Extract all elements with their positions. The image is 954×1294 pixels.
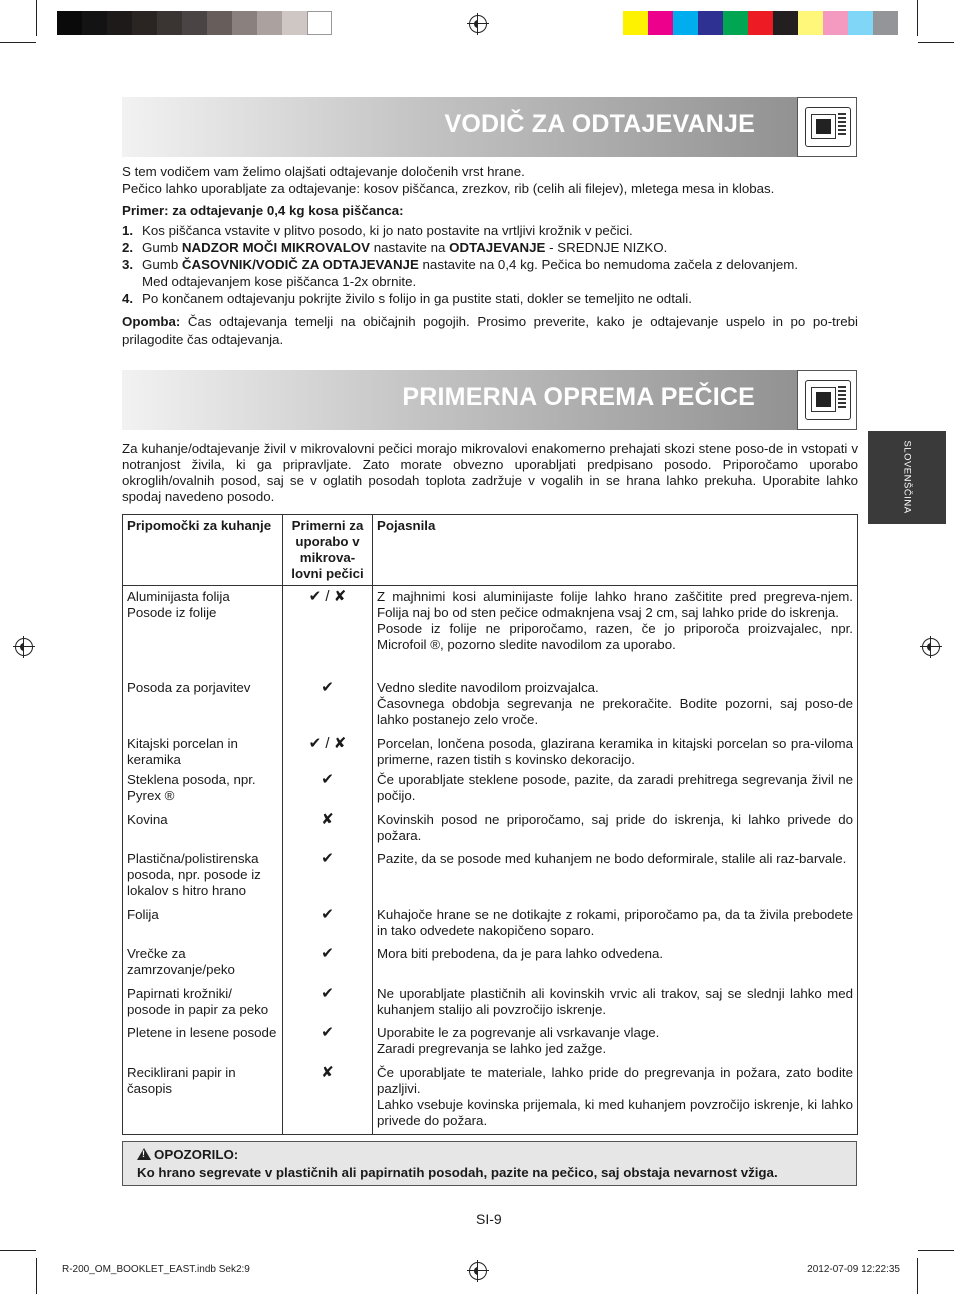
intro-paragraph: Za kuhanje/odtajevanje živil v mikrovalovni pečici morajo mikrovalovi enakomerno prehajati skozi stene poso-de in vstopati v notranjost živila, ki ga pripravljate. Zato morate obvezno uporabljati predpisano posodo. Priporočamo uporabo okroglih/ovalnih posod, saj se v oglatih posodah toplota zadržuje v vogalih in se hrana lahko prekuha. Uporabite lahko spodaj navedeno posodo.: [122, 441, 858, 504]
step-text: nastavite na: [370, 239, 450, 255]
language-label: SLOVENŠČINA: [901, 440, 913, 514]
utensil-cell: [123, 586, 283, 672]
cell-text: Pletene in lesene posode: [127, 1024, 277, 1040]
suitability-cell: [283, 672, 373, 728]
equipment-intro: [122, 441, 858, 505]
suitability-cell: [283, 942, 373, 982]
cell-text: posode in papir za peko: [127, 1001, 269, 1017]
column-header: Pojasnila: [373, 515, 858, 586]
cell-text: Kitajski porcelan in keramika: [127, 735, 238, 767]
example-heading: Primer: za odtajevanje 0,4 kg kosa piščanca:: [122, 203, 404, 218]
suitability-cell: [283, 768, 373, 808]
cell-text: Vrečke za zamrzovanje/peko: [127, 945, 235, 977]
warning-box: [122, 1141, 857, 1186]
defrost-guide-banner: [122, 97, 857, 157]
step-text: Med odtajevanjem kose piščanca 1-2x obrnite.: [142, 273, 417, 289]
process-color-bar: [623, 11, 898, 35]
cell-text: ✔: [321, 905, 334, 923]
cell-text: Plastična/polistirenska posoda, npr. posode iz lokalov s hitro hrano: [127, 850, 261, 898]
crop-mark: [0, 1250, 36, 1251]
color-swatch: [57, 11, 82, 35]
explanation-cell: [373, 847, 858, 903]
page-number: SI-9: [476, 1211, 502, 1227]
utensil-cell: [123, 808, 283, 847]
utensils-table: [122, 514, 858, 1135]
crop-mark: [36, 1258, 37, 1294]
explanation-cell: [373, 982, 858, 1021]
table-header-row: [123, 515, 858, 586]
suitability-cell: [283, 1021, 373, 1061]
utensil-cell: [123, 942, 283, 982]
note-text: Čas odtajevanja temelji na običajnih pogojih. Prosimo preverite, kako je odtajevanje uspelo in po po-trebi prilagodite čas odtajevanja.: [122, 313, 858, 347]
crop-mark: [918, 42, 954, 43]
explanation-cell: [373, 1021, 858, 1061]
step-number: 3.: [122, 256, 134, 272]
explanation-cell: [373, 768, 858, 808]
color-swatch: [673, 11, 698, 35]
crop-mark: [36, 0, 37, 36]
cell-text: Z majhnimi kosi aluminijaste folije lahko hrano zaščitite pred pregreva-njem. Folija naj bo od sten pečice odmaknjena vsaj 2 cm, saj lahko pride do iskrenja.: [377, 589, 853, 620]
cell-text: ✔ / ✘: [308, 588, 347, 605]
defrost-guide-body: [122, 164, 858, 349]
cell-text: Kuhajoče hrane se ne dotikajte z rokami, priporočamo pa, da ta živila prebodete in tako odvedete nakopičeno soparo.: [377, 906, 853, 938]
color-swatch: [848, 11, 873, 35]
color-swatch: [107, 11, 132, 35]
step-text: - SREDNJE NIZKO.: [545, 239, 668, 255]
table-row: [123, 586, 858, 672]
color-swatch: [157, 11, 182, 35]
step-number: 2.: [122, 239, 134, 255]
warning-label: OPOZORILO:: [154, 1147, 239, 1162]
step-text: Kos piščanca vstavite v plitvo posodo, ki jo nato postavite na vrtljivi krožnik v pečici.: [142, 222, 633, 238]
cell-text: ✔: [321, 849, 334, 867]
table-row: [123, 903, 858, 942]
table-row: [123, 847, 858, 903]
column-header: Pripomočki za kuhanje: [123, 515, 283, 586]
step-item: [122, 239, 858, 256]
microwave-oven-icon: [797, 370, 857, 430]
warning-heading: [137, 1147, 238, 1162]
suitability-cell: [283, 847, 373, 903]
step-bold: ČASOVNIK/VODIČ ZA ODTAJEVANJE: [181, 256, 419, 272]
color-swatch: [232, 11, 257, 35]
cell-text: Uporabite le za pogrevanje ali vsrkavanje vlage.: [377, 1024, 660, 1040]
step-text: Gumb: [142, 256, 182, 272]
utensil-cell: [123, 903, 283, 942]
utensil-cell: [123, 728, 283, 768]
explanation-cell: [373, 942, 858, 982]
equipment-banner: [122, 370, 857, 430]
crop-mark: [917, 0, 918, 36]
cell-text: ✘: [321, 1063, 334, 1081]
explanation-cell: [373, 672, 858, 728]
suitability-cell: [283, 903, 373, 942]
color-swatch: [723, 11, 748, 35]
step-list: [122, 222, 858, 307]
cell-text: Zaradi pregrevanja se lahko jed zažge.: [377, 1040, 607, 1056]
cell-text: Posoda za porjavitev: [127, 679, 251, 695]
suitability-cell: [283, 1061, 373, 1135]
suitability-cell: [283, 808, 373, 847]
language-tab: [868, 431, 946, 524]
step-item: [122, 256, 858, 290]
table-row: [123, 768, 858, 808]
color-swatch: [773, 11, 798, 35]
gray-color-bar: [57, 11, 332, 35]
warning-triangle-icon: [137, 1148, 151, 1160]
intro-line: S tem vodičem vam želimo olajšati odtajevanje določenih vrst hrane.: [122, 164, 525, 179]
cell-text: Kovinskih posod ne priporočamo, saj pride do iskrenja, ki lahko privede do požara.: [377, 811, 853, 843]
footer-file: R-200_OM_BOOKLET_EAST.indb Sek2:9: [62, 1264, 250, 1275]
cell-text: Ne uporabljate plastičnih ali kovinskih vrvic ali trakov, saj se slednji lahko med kuhanjem stalijo ali povzročijo iskrenje.: [377, 985, 853, 1017]
utensil-cell: [123, 982, 283, 1021]
section-title: PRIMERNA OPREMA PEČICE: [402, 383, 755, 411]
cell-text: Reciklirani papir in časopis: [127, 1064, 236, 1096]
suitability-cell: [283, 982, 373, 1021]
step-bold: ODTAJEVANJE: [449, 239, 546, 255]
cell-text: Če uporabljate te materiale, lahko pride do pregrevanja in požara, zato bodite pazljivi.: [377, 1064, 853, 1096]
cell-text: Posode iz folije ne priporočamo, razen, če jo priporoča proizvajalec, npr. Microfoil ®, pozorno sledite navodilom za uporabo.: [377, 621, 853, 652]
cell-text: ✔: [321, 944, 334, 962]
color-swatch: [307, 11, 332, 35]
cell-text: Porcelan, lončena posoda, glazirana keramika in kitajski porcelan so pra-viloma primerne, razen tistih s kovinsko dekoracijo.: [377, 735, 853, 767]
color-swatch: [648, 11, 673, 35]
step-item: [122, 290, 858, 307]
utensil-cell: [123, 768, 283, 808]
explanation-cell: [373, 728, 858, 768]
step-text: Gumb: [142, 239, 182, 255]
cell-text: Vedno sledite navodilom proizvajalca.: [377, 679, 599, 695]
cell-text: Časovnega obdobja segrevanja ne prekoračite. Bodite pozorni, saj poso-de lahko postanejo zelo vroče.: [377, 695, 853, 727]
step-number: 4.: [122, 290, 134, 306]
color-swatch: [207, 11, 232, 35]
intro-line: Pečico lahko uporabljate za odtajevanje: kosov piščanca, zrezkov, rib (celih ali filejev), mletega mesa in klobas.: [122, 180, 775, 196]
utensil-cell: [123, 672, 283, 728]
cell-text: Folija: [127, 906, 159, 922]
column-header: Primerni za uporabo v mikrova-lovni pečici: [283, 515, 373, 586]
warning-text: Ko hrano segrevate v plastičnih ali papirnatih posodah, pazite na pečico, saj obstaja nevarnost vžiga.: [137, 1165, 778, 1180]
step-text: Po končanem odtajevanju pokrijte živilo s folijo in ga pustite stati, dokler se temeljito ne odtali.: [142, 290, 692, 306]
note-label: Opomba:: [122, 313, 181, 329]
color-swatch: [823, 11, 848, 35]
cell-text: Pazite, da se posode med kuhanjem ne bodo deformirale, stalile ali raz-barvale.: [377, 850, 847, 866]
note-paragraph: [122, 313, 858, 349]
explanation-cell: [373, 808, 858, 847]
explanation-cell: [373, 903, 858, 942]
table-row: [123, 1021, 858, 1061]
cell-text: Steklena posoda, npr. Pyrex ®: [127, 771, 256, 803]
color-swatch: [82, 11, 107, 35]
utensil-cell: [123, 1061, 283, 1135]
explanation-cell: [373, 1061, 858, 1135]
step-text: nastavite na 0,4 kg. Pečica bo nemudoma začela z delovanjem.: [418, 256, 799, 272]
utensil-cell: [123, 847, 283, 903]
color-swatch: [257, 11, 282, 35]
cell-text: Mora biti prebodena, da je para lahko odvedena.: [377, 945, 664, 961]
color-swatch: [132, 11, 157, 35]
table-row: [123, 942, 858, 982]
color-swatch: [698, 11, 723, 35]
crop-mark: [917, 1258, 918, 1294]
cell-text: Papirnati krožniki/: [127, 985, 232, 1001]
cell-text: Če uporabljate steklene posode, pazite, da zaradi prehitrega segrevanja živil ne počijo.: [377, 771, 853, 803]
registration-mark-icon: [469, 1262, 487, 1280]
microwave-oven-icon: [797, 97, 857, 157]
cell-text: ✔: [321, 984, 334, 1002]
cell-text: ✔ / ✘: [308, 734, 347, 752]
crop-mark: [0, 42, 36, 43]
color-swatch: [282, 11, 307, 35]
registration-mark-icon: [922, 638, 940, 656]
registration-mark-icon: [469, 15, 487, 33]
step-item: [122, 222, 858, 239]
color-swatch: [623, 11, 648, 35]
cell-text: ✔: [321, 678, 334, 696]
cell-text: ✔: [321, 1023, 334, 1041]
footer-date: 2012-07-09 12:22:35: [807, 1264, 900, 1275]
table-row: [123, 672, 858, 728]
utensil-cell: [123, 1021, 283, 1061]
cell-text: ✔: [321, 770, 334, 788]
table-row: [123, 808, 858, 847]
suitability-cell: [283, 586, 373, 672]
section-title: VODIČ ZA ODTAJEVANJE: [444, 110, 755, 138]
color-swatch: [873, 11, 898, 35]
table-row: [123, 982, 858, 1021]
registration-mark-icon: [15, 638, 33, 656]
cell-text: ✘: [321, 810, 334, 828]
cell-text: Lahko vsebuje kovinska prijemala, ki med kuhanjem povzročijo iskrenje, ki lahko privede do požara.: [377, 1096, 853, 1128]
cell-text: Kovina: [127, 811, 168, 827]
suitability-cell: [283, 728, 373, 768]
step-number: 1.: [122, 222, 134, 238]
color-swatch: [748, 11, 773, 35]
explanation-cell: [373, 586, 858, 672]
crop-mark: [918, 1250, 954, 1251]
table-row: [123, 1061, 858, 1135]
color-swatch: [798, 11, 823, 35]
cell-text: Posode iz folije: [127, 605, 217, 620]
step-bold: NADZOR MOČI MIKROVALOV: [181, 239, 371, 255]
color-swatch: [182, 11, 207, 35]
table-row: [123, 728, 858, 768]
cell-text: Aluminijasta folija: [127, 589, 230, 604]
